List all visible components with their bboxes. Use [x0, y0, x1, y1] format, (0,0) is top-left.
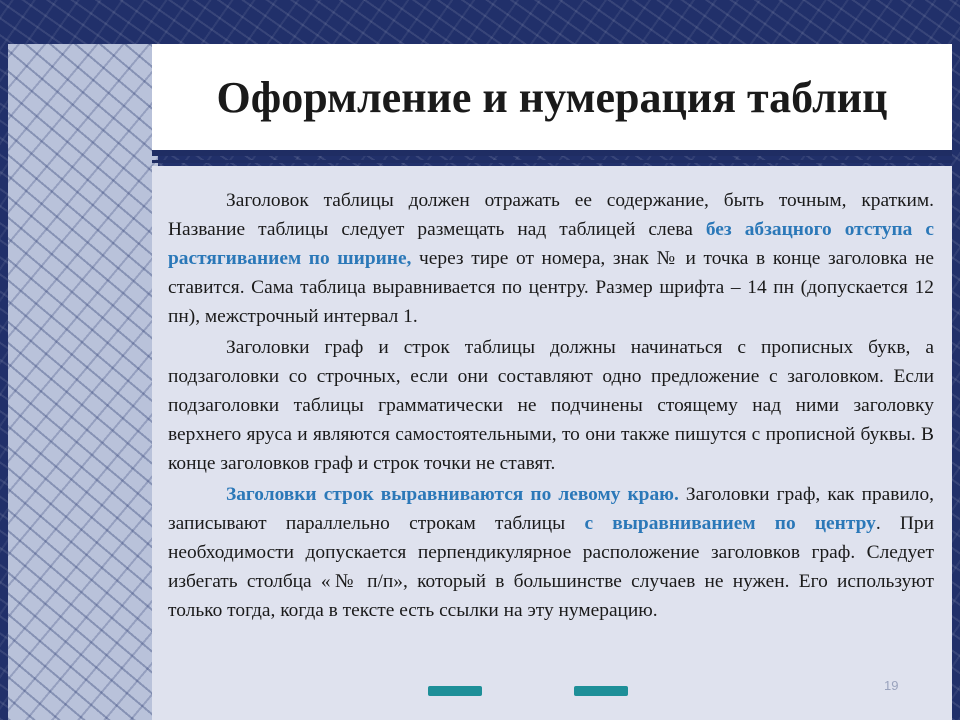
title-underline: [152, 160, 952, 163]
paragraph-1-highlight: без абзацного отступа с растягиванием по ширине,: [168, 219, 934, 269]
paragraph-1-text-a: Заголовок таблицы должен отражать ее содержание, быть точным, кратким. Название таблицы следует размещать над таблицей слева: [168, 190, 934, 240]
paragraph-3-text-a: Заголовки граф, как правило, записывают параллельно строкам таблицы: [168, 484, 935, 534]
slide-navigation[interactable]: [428, 686, 628, 700]
content-area: [152, 166, 952, 720]
decorative-side-panel: [8, 44, 158, 720]
paragraph-3-highlight-b: с выравниванием по центру: [584, 513, 876, 534]
paragraph-1: [168, 186, 934, 331]
paragraph-1-text-b: через тире от номера, знак № и точка в конце заголовка не ставится. Сама таблица выравнивается по центру. Размер шрифта – 14 пн (допускается 12 пн), межстрочный интервал 1.: [168, 248, 934, 327]
prev-slide-arrow-icon[interactable]: [428, 686, 482, 696]
paragraph-2: [168, 333, 934, 478]
paragraph-2-text: Заголовки граф и строк таблицы должны начинаться с прописных букв, а подзаголовки со строчных, если они составляют одно предложение с заголовком. Если подзаголовки таблицы грамматически не подчинены стоящему над ними заголовку верхнего яруса и являются самостоятельными, то они также пишутся с прописной буквы. В конце заголовков граф и строк точки не ставят.: [168, 337, 934, 474]
title-bar: [152, 44, 952, 156]
paragraph-3-text-b: . При необходимости допускается перпендикулярное расположение заголовков граф. Следует избегать столбца «№ п/п», который в большинстве случаев не нужен. Его используют только тогда, когда в тексте есть ссылки на эту нумерацию.: [168, 513, 934, 621]
slide-number: 19: [884, 678, 899, 693]
paragraph-3: [168, 480, 934, 625]
next-slide-arrow-icon[interactable]: [574, 686, 628, 696]
paragraph-3-highlight-a: Заголовки строк выравниваются по левому краю.: [226, 484, 679, 505]
slide-title: Оформление и нумерация таблиц: [216, 72, 888, 122]
